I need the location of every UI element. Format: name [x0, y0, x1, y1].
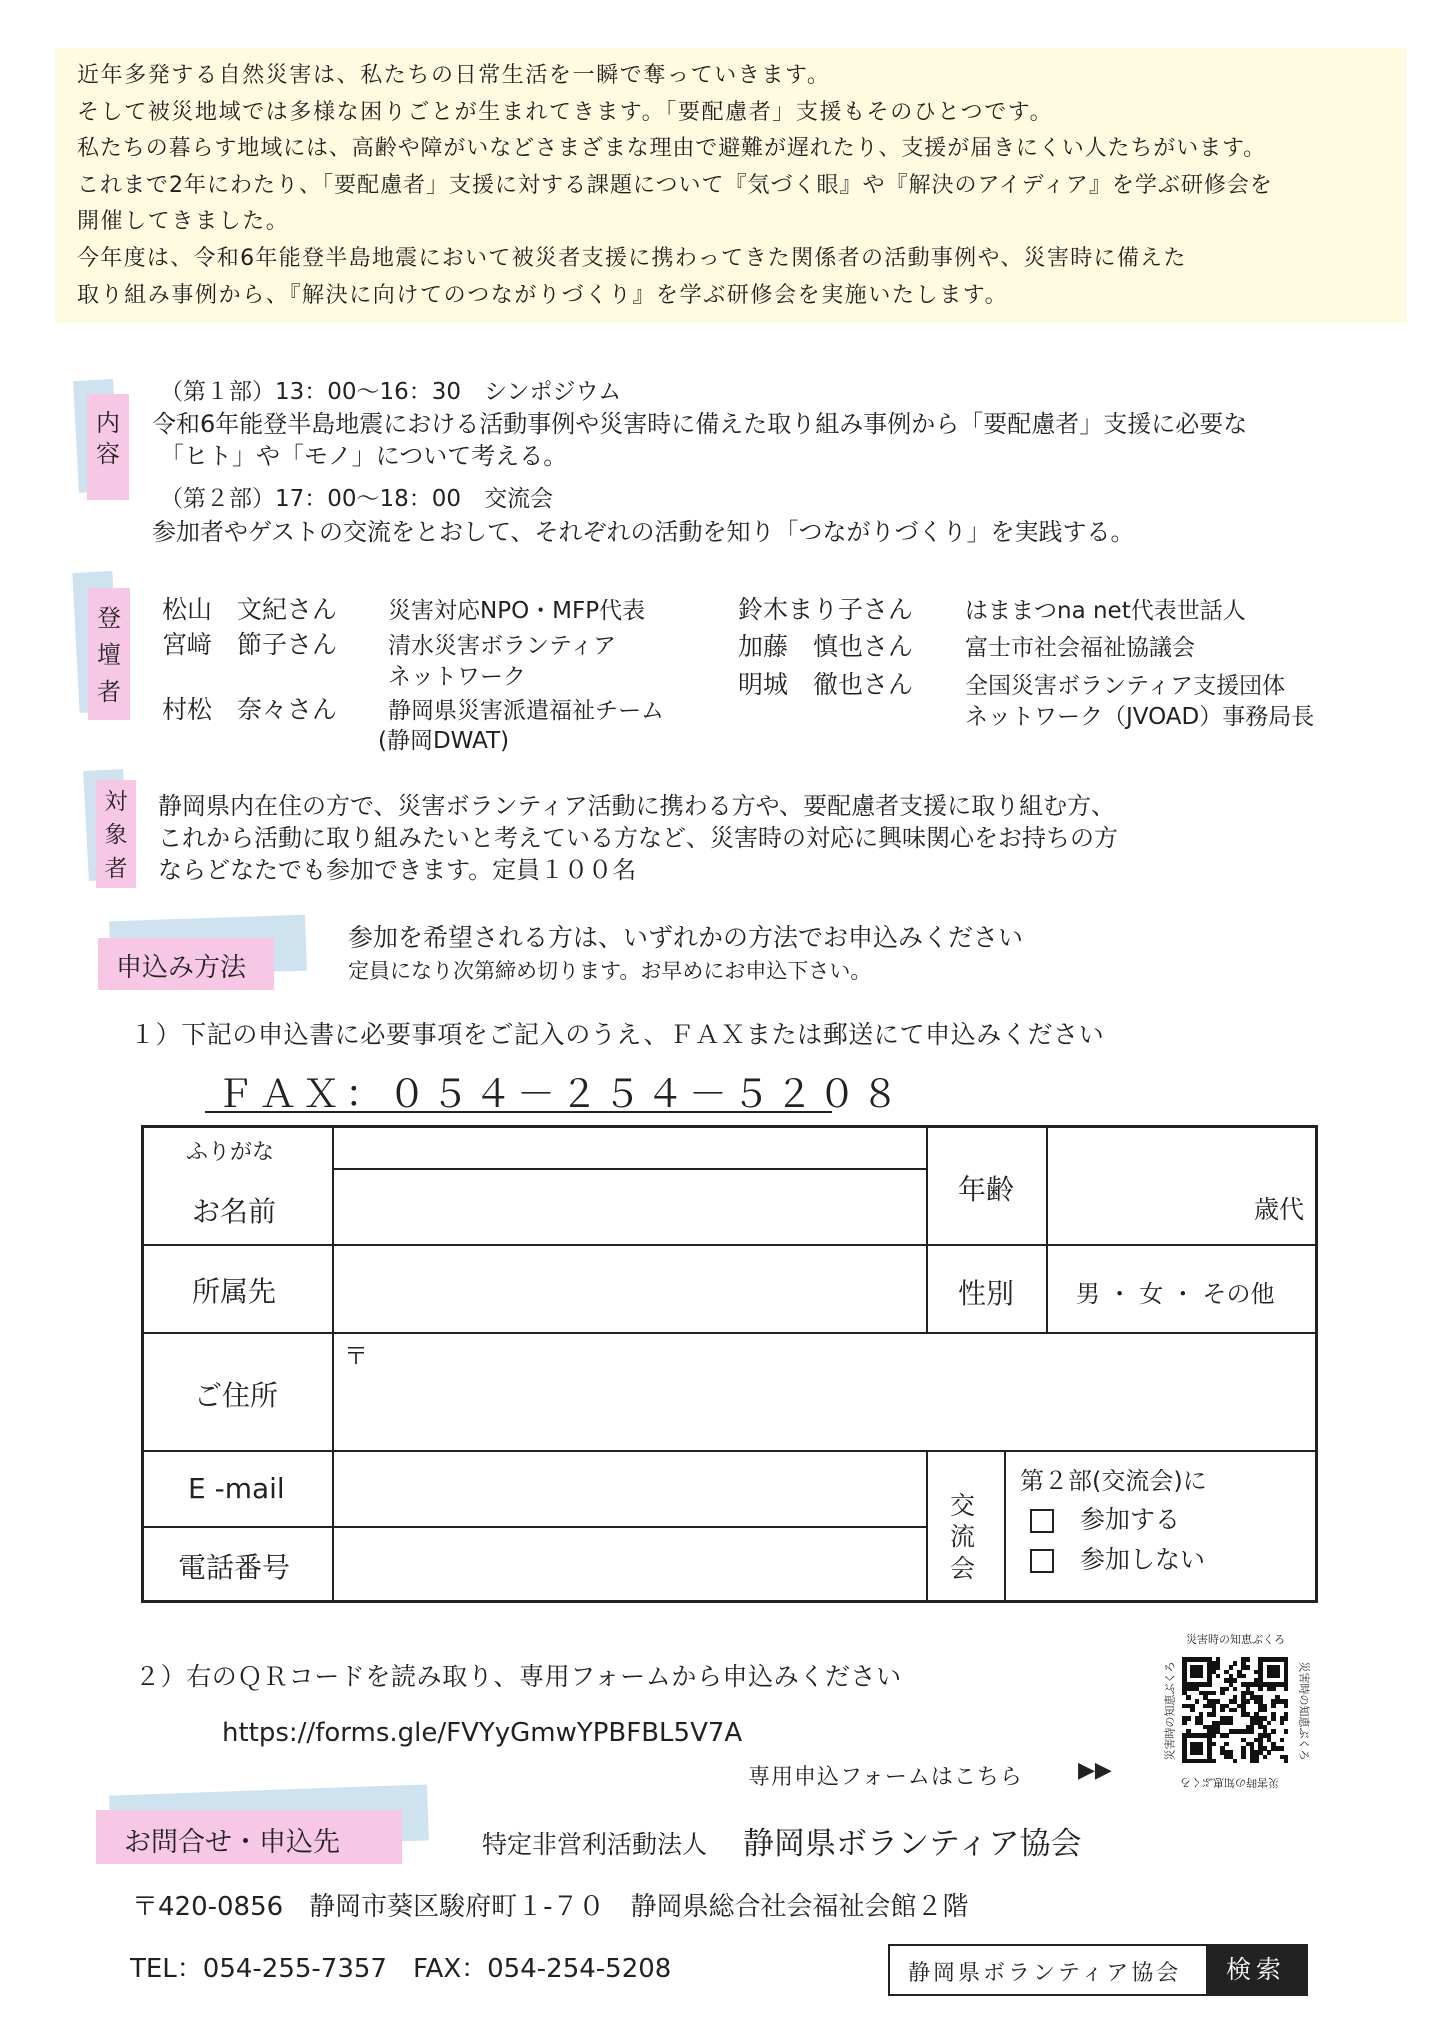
intro-line: 今年度は、令和6年能登半島地震において被災者支援に携わってきた関係者の活動事例や、災害時に備えた [77, 245, 1187, 271]
qr-module [1275, 1674, 1280, 1679]
speaker-name: 加藤 慎也さん [738, 632, 914, 661]
qr-module [1233, 1661, 1238, 1666]
part1-text: 「ヒト」や「モノ」について考える。 [160, 442, 568, 470]
age-label: 年齢 [958, 1173, 1015, 1206]
qr-caption: 災害時の知恵ぶくろ [1163, 1661, 1177, 1761]
speaker-name: 鈴木まり子さん [738, 595, 914, 624]
qr-module [1246, 1665, 1251, 1670]
search-button[interactable]: 検索 [1206, 1946, 1306, 1994]
speaker-org: ネットワーク（JVOAD）事務局長 [965, 704, 1315, 730]
qr-module [1190, 1708, 1195, 1713]
qr-module [1199, 1750, 1204, 1755]
qr-module [1233, 1678, 1238, 1683]
speaker-org: はままつna net代表世話人 [965, 598, 1246, 624]
address-field[interactable] [334, 1334, 1314, 1448]
gender-label: 性別 [958, 1277, 1015, 1310]
arrow-icon: ▶▶ [1078, 1758, 1112, 1783]
not-attend-option[interactable]: 参加しない [1030, 1540, 1205, 1576]
qr-module [1280, 1721, 1285, 1726]
qr-module [1250, 1729, 1255, 1734]
speaker-name: 松山 文紀さん [162, 595, 338, 624]
postal-mark: 〒 [344, 1342, 368, 1370]
speaker-org: (静岡DWAT) [378, 728, 510, 754]
qr-module [1199, 1674, 1204, 1679]
qr-module [1254, 1759, 1259, 1764]
qr-module [1186, 1695, 1191, 1700]
qr-module [1229, 1721, 1234, 1726]
qr-module [1284, 1716, 1289, 1721]
not-attend-checkbox[interactable] [1030, 1549, 1054, 1573]
qr-module [1284, 1729, 1289, 1734]
content-tag-label: 内 容 [96, 409, 120, 469]
intro-line: 私たちの暮らす地域には、高齢や障がいなどさまざまな理由で避難が遅れたり、支援が届きにくい人たちがいます。 [77, 136, 1267, 162]
gender-options[interactable]: 男 ・ 女 ・ その他 [1076, 1280, 1275, 1308]
qr-module [1271, 1716, 1276, 1721]
qr-caption: 災害時の知恵ぶくろ [1297, 1661, 1311, 1761]
qr-module [1216, 1665, 1221, 1670]
name-label: お名前 [192, 1195, 277, 1228]
qr-module [1284, 1759, 1289, 1764]
qr-module [1224, 1742, 1229, 1747]
target-text: これから活動に取り組みたいと考えている方など、災害時の対応に興味関心をお持ちの方 [158, 824, 1118, 852]
qr-module [1212, 1691, 1217, 1696]
search-text: 静岡県ボランティア協会 [908, 1961, 1182, 1986]
speakers-tag-label: 登 壇 者 [97, 604, 121, 707]
furigana-field[interactable] [334, 1128, 924, 1168]
speaker-org: ネットワーク [388, 664, 526, 690]
apply-lead: 参加を希望される方は、いずれかの方法でお申込みください [348, 923, 1024, 952]
qr-module [1271, 1704, 1276, 1709]
org-prefix: 特定非営利活動法人 [482, 1830, 708, 1859]
part2-title: （第２部）17：00～18：00 交流会 [160, 486, 554, 512]
qr-module [1284, 1687, 1289, 1692]
qr-module [1233, 1687, 1238, 1692]
target-tag-label: 対 象 者 [104, 789, 128, 882]
qr-module [1271, 1729, 1276, 1734]
exchange-label: 交 流 会 [950, 1491, 976, 1583]
qr-module [1229, 1665, 1234, 1670]
qr-module [1186, 1716, 1191, 1721]
target-text: 静岡県内在住の方で、災害ボランティア活動に携わる方や、要配慮者支援に取り組む方、 [158, 792, 1116, 820]
qr-module [1212, 1712, 1217, 1717]
speaker-org: 災害対応NPO・MFP代表 [388, 598, 646, 624]
speaker-org: 全国災害ボランティア支援団体 [965, 673, 1286, 699]
affiliation-field[interactable] [334, 1246, 924, 1330]
qr-module [1220, 1691, 1225, 1696]
contact-tag-label: お問合せ・申込先 [124, 1827, 340, 1858]
apply-sub: 定員になり次第締め切ります。お早めにお申込下さい。 [348, 959, 872, 983]
attend-option[interactable]: 参加する [1030, 1500, 1180, 1536]
qr-module [1263, 1708, 1268, 1713]
address-label: ご住所 [194, 1379, 279, 1412]
qr-module [1246, 1657, 1251, 1662]
phone-label: 電話番号 [178, 1551, 291, 1584]
qr-caption: 災害時の知恵ぶくろ [1186, 1633, 1285, 1646]
qr-module [1271, 1687, 1276, 1692]
form-here-label: 専用申込フォームはこちら [748, 1765, 1023, 1790]
part1-text: 令和6年能登半島地震における活動事例や災害時に備えた取り組み事例から「要配慮者」支援に必要な [152, 410, 1248, 438]
qr-module [1182, 1721, 1187, 1726]
intro-line: そして被災地域では多様な困りごとが生まれてきます。「要配慮者」支援もそのひとつです。 [77, 99, 1054, 125]
speaker-name: 明城 徹也さん [738, 670, 914, 699]
apply-tag-label: 申込み方法 [116, 953, 247, 983]
fax-number: ＦＡＸ：０５４－２５４－５２０８ [216, 1072, 905, 1116]
qr-module [1246, 1699, 1251, 1704]
qr-module [1220, 1708, 1225, 1713]
furigana-label: ふりがな [186, 1140, 275, 1165]
search-box[interactable] [888, 1944, 1308, 1996]
speaker-org: 静岡県災害派遣福祉チーム [388, 698, 664, 724]
qr-caption: 災害時の知恵ぶくろ [1180, 1776, 1279, 1789]
intro-line: 近年多発する自然災害は、私たちの日常生活を一瞬で奪っていきます。 [77, 63, 831, 88]
qr-module [1258, 1687, 1263, 1692]
speaker-name: 村松 奈々さん [162, 695, 338, 724]
qr-module [1224, 1733, 1229, 1738]
speaker-name: 宮﨑 節子さん [162, 630, 338, 659]
method2-text: ２）右のＱＲコードを読み取り、専用フォームから申込みください [135, 1662, 902, 1691]
email-field[interactable] [334, 1452, 924, 1524]
intro-line: 開催してきました。 [77, 209, 290, 235]
speaker-org: 富士市社会福祉協議会 [965, 635, 1195, 661]
contact-address: 〒420-0856 静岡市葵区駿府町１-７０ 静岡県総合社会福祉会館２階 [132, 1892, 969, 1922]
qr-module [1280, 1738, 1285, 1743]
qr-module [1233, 1708, 1238, 1713]
intro-line: これまで2年にわたり、「要配慮者」支援に対する課題について『気づく眼』や『解決のアイディア』を学ぶ研修会を [77, 172, 1273, 198]
qr-module [1212, 1733, 1217, 1738]
intro-box [55, 48, 1407, 323]
qr-module [1207, 1682, 1212, 1687]
qr-module [1224, 1687, 1229, 1692]
qr-module [1241, 1674, 1246, 1679]
qr-module [1241, 1755, 1246, 1760]
qr-module [1195, 1699, 1200, 1704]
qr-module [1212, 1759, 1217, 1764]
age-field[interactable] [1048, 1128, 1248, 1242]
phone-field[interactable] [334, 1528, 924, 1600]
age-unit: 歳代 [1254, 1195, 1305, 1224]
affiliation-label: 所属先 [192, 1275, 277, 1308]
qr-module [1233, 1759, 1238, 1764]
qr-matrix [1182, 1657, 1288, 1763]
part1-title: （第１部）13：00～16：30 シンポジウム [160, 379, 622, 405]
qr-code[interactable] [1150, 1625, 1320, 1795]
target-text: ならどなたでも参加できます。定員１００名 [158, 856, 637, 884]
qr-module [1216, 1674, 1221, 1679]
attend-checkbox[interactable] [1030, 1509, 1054, 1533]
fax-underline [205, 1111, 832, 1113]
form-url[interactable]: https://forms.gle/FVYyGmwYPBFBL5V7A [222, 1718, 743, 1748]
qr-module [1263, 1755, 1268, 1760]
method1-text: １）下記の申込書に必要事項をご記入のうえ、ＦＡＸまたは郵送にて申込みください [130, 1020, 1105, 1049]
exchange-question: 第２部(交流会)に [1020, 1467, 1207, 1495]
qr-module [1212, 1742, 1217, 1747]
speaker-org: 清水災害ボランティア [388, 633, 617, 659]
qr-module [1267, 1750, 1272, 1755]
qr-module [1267, 1721, 1272, 1726]
qr-module [1284, 1704, 1289, 1709]
email-label: E -mail [188, 1472, 285, 1505]
intro-line: 取り組み事例から、『解決に向けてのつながりづくり』を学ぶ研修会を実施いたします。 [77, 282, 1009, 308]
org-name: 静岡県ボランティア協会 [743, 1826, 1082, 1862]
qr-module [1280, 1746, 1285, 1751]
part2-text: 参加者やゲストの交流をとおして、それぞれの活動を知り「つながりづくり」を実践する。 [152, 518, 1135, 546]
application-form [141, 1125, 1318, 1603]
name-field[interactable] [334, 1170, 924, 1242]
contact-phone: TEL：054-255-7357 FAX：054-254-5208 [130, 1954, 672, 1984]
